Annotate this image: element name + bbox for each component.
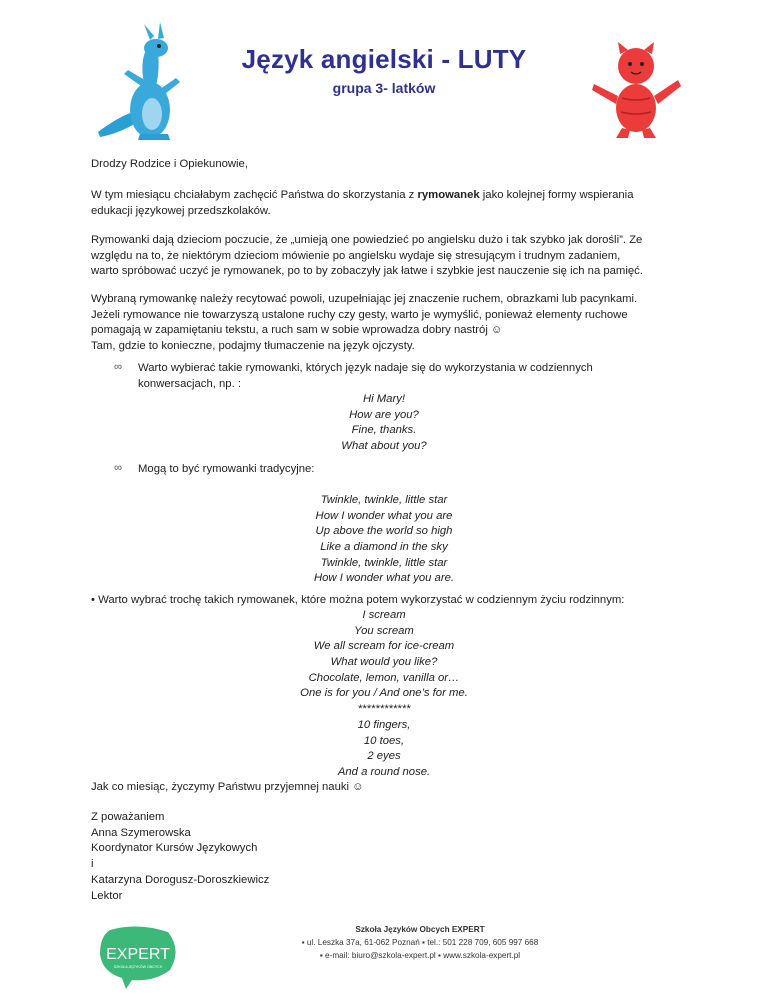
- logo-text: EXPERT: [106, 946, 170, 963]
- footer-address: ▪ ul. Leszka 37a, 61-062 Poznań ▪ tel.: 501 228 709, 605 997 668: [301, 938, 539, 947]
- keyword-rymowanek: rymowanek: [417, 189, 480, 201]
- paragraph-benefits: Rymowanki dają dzieciom poczucie, że „umieją one powiedzieć po angielsku dużo i tak szybko jak dorośli”. Ze względu na to, że niektórym dzieciom mówienie po angielsku wydaje się stresującym i trudnym zadaniem, warto spróbować uczyć je rymowanek, po to by zobaczyły jak łatwe i szybkie jest nauczenie się ich na pamięć.: [91, 234, 643, 278]
- footer-org: Szkoła Języków Obcych EXPERT: [355, 925, 485, 934]
- bullet-family: • Warto wybrać trochę takich rymowanek, które można potem wykorzystać w codziennym życiu rodzinnym:: [91, 594, 625, 606]
- logo-subtext: SZKOŁA JĘZYKÓW OBCYCH: [113, 965, 163, 969]
- closing-line: Jak co miesiąc, życzymy Państwu przyjemnej nauki ☺: [91, 781, 364, 793]
- rhyme-hi-mary: Hi Mary! How are you? Fine, thanks. What about you?: [341, 393, 427, 453]
- paragraph-method: Wybraną rymowankę należy recytować powoli, uzupełniając jej znaczenie ruchem, obrazkami lub pacynkami. Jeżeli rymowance nie towarzyszą ustalone ruchy czy gesty, warto je wymyślić, ponieważ elementy ruchowe pomagają w zapamiętaniu tekstu, a ruch sam w sobie wprowadza dobry nastrój ☺ Tam, gdzie to konieczne, podajmy tłumaczenie na język ojczysty.: [91, 293, 638, 353]
- footer: [200, 923, 640, 962]
- bullet-icon: ∞: [114, 462, 123, 474]
- footer-contact: ▪ e-mail: biuro@szkola-expert.pl ▪ www.szkola-expert.pl: [319, 951, 521, 960]
- rhyme-twinkle: Twinkle, twinkle, little star How I wonder what you are Up above the world so high Like a diamond in the sky Twinkle, twinkle, little star How I wonder what you are.: [313, 494, 455, 585]
- greeting: Drodzy Rodzice i Opiekunowie,: [91, 158, 248, 170]
- rhyme-ice-cream: I scream You scream We all scream for ice-cream What would you like? Chocolate, lemon, vanilla or… One is for you / And one’s for me. ************ 10 fingers, 10 toes, 2 eyes And a round nose.: [300, 609, 468, 778]
- page-subtitle: grupa 3- latków: [332, 80, 436, 96]
- signature-block: Z poważaniem Anna Szymerowska Koordynator Kursów Językowych i Katarzyna Dorogusz-Doroszkiewicz Lektor: [91, 811, 270, 902]
- bullet-traditional: Mogą to być rymowanki tradycyjne:: [138, 463, 315, 475]
- bullet-icon: ∞: [114, 361, 123, 373]
- page-title: Język angielski - LUTY: [241, 44, 527, 74]
- expert-logo: [98, 926, 180, 990]
- bullet-conversation: Warto wybierać takie rymowanki, których język nadaje się do wykorzystania w codziennych konwersacjach, np. :: [138, 362, 593, 390]
- paragraph-intro: W tym miesiącu chciałabym zachęcić Państwa do skorzystania z rymowanek jako kolejnej formy wspierania edukacji językowej przedszkolaków.: [91, 189, 634, 217]
